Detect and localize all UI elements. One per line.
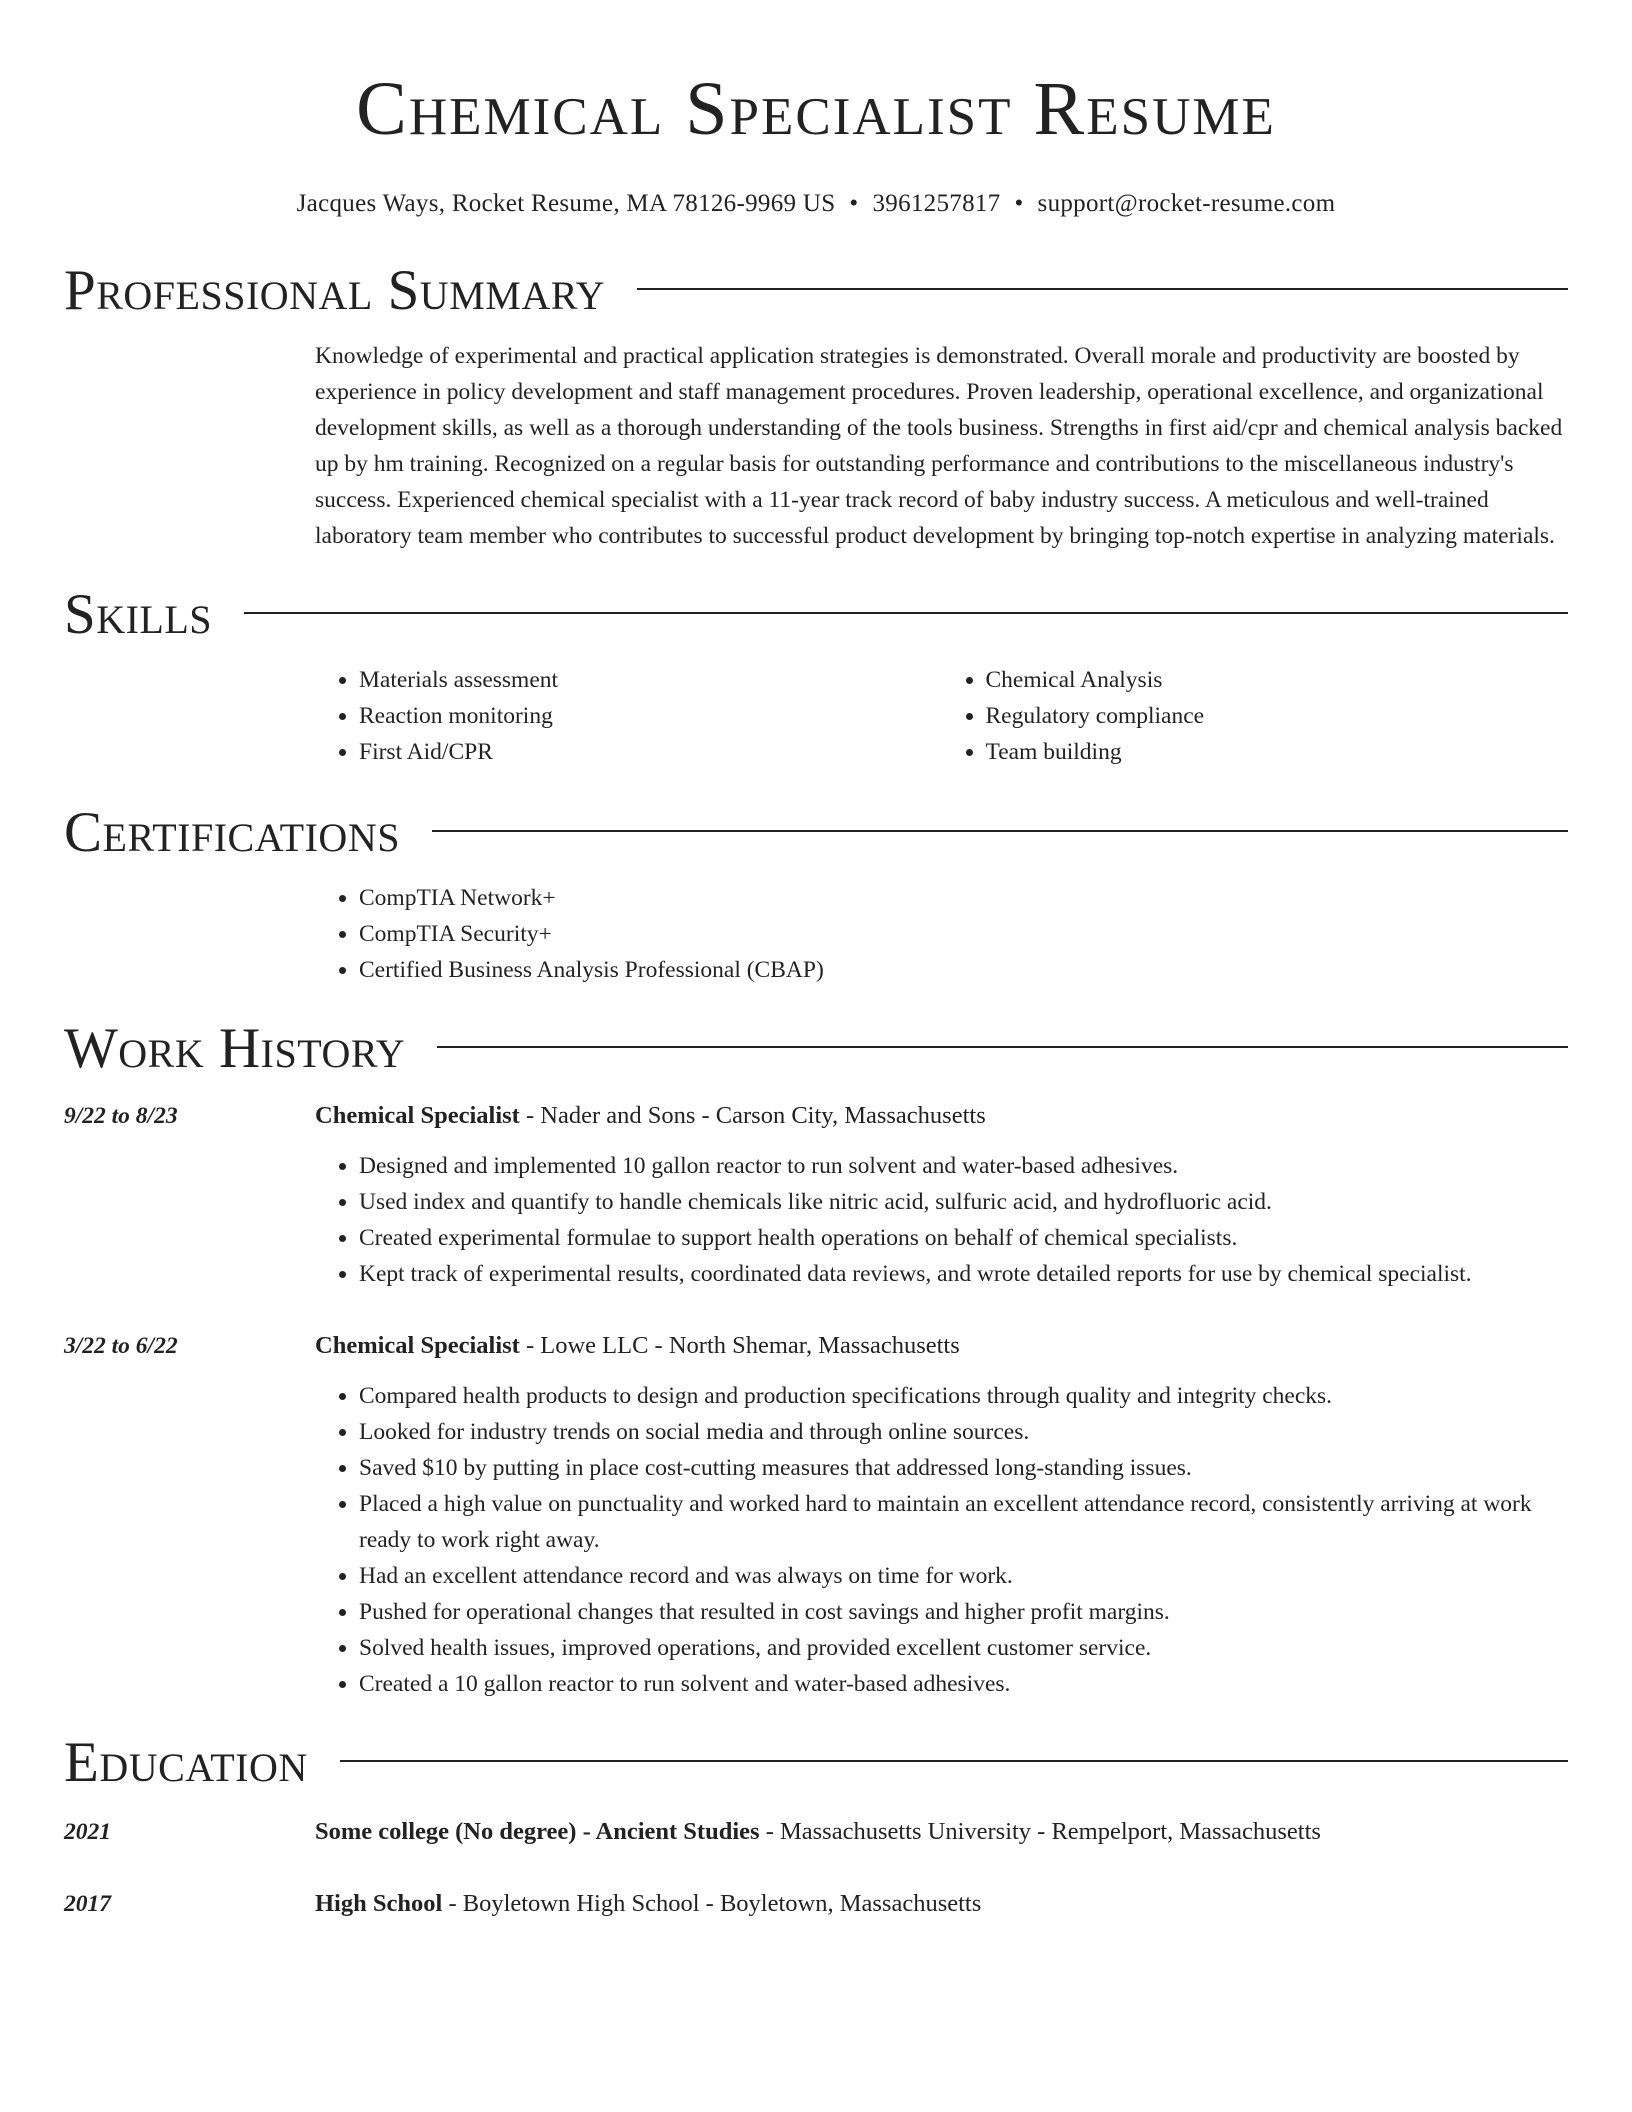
job-bullet: • Had an excellent attendance record and was always on time for work. <box>359 1558 1568 1594</box>
education-degree: Some college (No degree) - Ancient Studies <box>315 1818 760 1845</box>
skill-item: • Team building <box>986 734 1569 770</box>
skills-list <box>315 662 1568 770</box>
contact-separator: • <box>849 190 859 217</box>
job-bullets <box>315 1378 1568 1702</box>
job-bullet: • Placed a high value on punctuality and worked hard to maintain an excellent attendance record, consistently arriving at work ready to work right away. <box>359 1486 1568 1558</box>
job-bullet: • Used index and quantify to handle chemicals like nitric acid, sulfuric acid, and hydrofluoric acid. <box>359 1184 1568 1220</box>
job-title-line <box>315 1328 1568 1364</box>
section-heading-work-history: Work History <box>64 1017 406 1080</box>
job-role: Chemical Specialist <box>315 1102 520 1129</box>
job-dates: 3/22 to 6/22 <box>64 1333 178 1359</box>
education-section <box>64 1732 1568 1922</box>
section-heading-summary: Professional Summary <box>64 259 606 322</box>
section-header <box>64 802 1568 864</box>
section-heading-education: Education <box>64 1731 308 1794</box>
skill-item: • Chemical Analysis <box>986 662 1569 698</box>
skill-item: • Reaction monitoring <box>359 698 942 734</box>
education-entry <box>64 1814 1568 1850</box>
section-divider <box>244 612 1568 614</box>
education-year: 2017 <box>64 1891 111 1917</box>
work-history-section <box>64 1018 1568 1702</box>
job-bullet: • Looked for industry trends on social media and through online sources. <box>359 1414 1568 1450</box>
contact-phone: 3961257817 <box>872 190 1001 217</box>
skills-column-left <box>315 662 942 770</box>
job-entry <box>64 1328 1568 1702</box>
section-heading-certifications: Certifications <box>64 801 400 864</box>
section-divider <box>340 1760 1568 1762</box>
summary-text: Knowledge of experimental and practical application strategies is demonstrated. Overall morale and productivity are boosted by experience in policy development and staff management procedures. Proven leadership, operational excellence, and organizational development skills, as well as a thorough understanding of the tools business. Strengths in first aid/cpr and chemical analysis backed up by hm training. Recognized on a regular basis for outstanding performance and contributions to the miscellaneous industry's success. Experienced chemical specialist with a 11-year track record of baby industry success. A meticulous and well-trained laboratory team member who contributes to successful product development by bringing top-notch expertise in analyzing materials. <box>315 343 1563 549</box>
education-school: - Massachusetts University - Rempelport, Massachusetts <box>759 1818 1321 1845</box>
skill-item: • First Aid/CPR <box>359 734 942 770</box>
section-divider <box>637 288 1568 290</box>
skills-section <box>64 584 1568 770</box>
education-degree: High School <box>315 1890 443 1917</box>
skill-item: • Regulatory compliance <box>986 698 1569 734</box>
job-title-line <box>315 1098 1568 1134</box>
job-bullet: • Compared health products to design and production specifications through quality and integrity checks. <box>359 1378 1568 1414</box>
job-bullet: • Saved $10 by putting in place cost-cutting measures that addressed long-standing issues. <box>359 1450 1568 1486</box>
resume-title: Chemical Specialist Resume <box>356 67 1276 151</box>
certification-item: • CompTIA Network+ <box>359 880 1568 916</box>
summary-section <box>64 260 1568 554</box>
section-divider <box>432 830 1568 832</box>
job-dates: 9/22 to 8/23 <box>64 1103 178 1129</box>
education-school: - Boyletown High School - Boyletown, Massachusetts <box>442 1890 982 1917</box>
job-bullets <box>315 1148 1568 1292</box>
section-header <box>64 1018 1568 1080</box>
job-details <box>315 1098 1568 1292</box>
contact-address: Jacques Ways, Rocket Resume, MA 78126-9969 US <box>296 190 836 217</box>
job-bullet: • Designed and implemented 10 gallon reactor to run solvent and water-based adhesives. <box>359 1148 1568 1184</box>
education-details <box>315 1886 981 1922</box>
education-details <box>315 1814 1321 1850</box>
job-entry <box>64 1098 1568 1292</box>
section-heading-skills: Skills <box>64 583 213 646</box>
section-header <box>64 260 1568 322</box>
certifications-section <box>64 802 1568 988</box>
job-bullet: • Created experimental formulae to support health operations on behalf of chemical specialists. <box>359 1220 1568 1256</box>
certification-item: • CompTIA Security+ <box>359 916 1568 952</box>
contact-separator: • <box>1014 190 1024 217</box>
job-role: Chemical Specialist <box>315 1332 520 1359</box>
education-year: 2021 <box>64 1819 111 1845</box>
skill-item: • Materials assessment <box>359 662 942 698</box>
education-entry <box>64 1886 1568 1922</box>
certification-item: • Certified Business Analysis Professional (CBAP) <box>359 952 1568 988</box>
job-employer: - Nader and Sons - Carson City, Massachusetts <box>519 1102 986 1129</box>
job-employer: - Lowe LLC - North Shemar, Massachusetts <box>519 1332 960 1359</box>
section-header <box>64 1732 1568 1794</box>
contact-line <box>64 188 1568 220</box>
job-bullet: • Pushed for operational changes that resulted in cost savings and higher profit margins. <box>359 1594 1568 1630</box>
certifications-list <box>315 880 1568 988</box>
job-bullet: • Created a 10 gallon reactor to run solvent and water-based adhesives. <box>359 1666 1568 1702</box>
section-divider <box>437 1046 1568 1048</box>
job-bullet: • Kept track of experimental results, coordinated data reviews, and wrote detailed reports for use by chemical specialist. <box>359 1256 1568 1292</box>
section-header <box>64 584 1568 646</box>
skills-column-right <box>942 662 1569 770</box>
job-details <box>315 1328 1568 1702</box>
job-bullet: • Solved health issues, improved operations, and provided excellent customer service. <box>359 1630 1568 1666</box>
contact-email: support@rocket-resume.com <box>1037 190 1336 217</box>
